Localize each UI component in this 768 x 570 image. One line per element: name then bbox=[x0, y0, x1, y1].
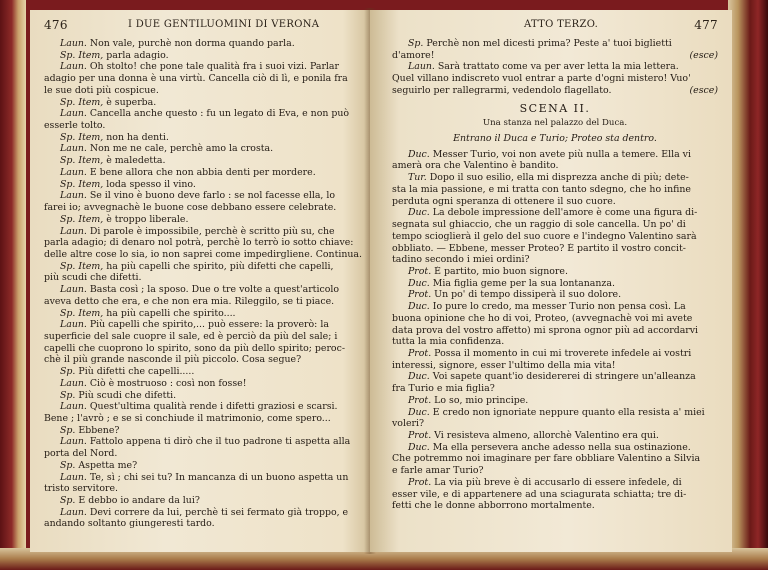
line-text: Se il vino è buono deve farlo : se nol facesse ella, lo bbox=[89, 190, 336, 202]
text-line bbox=[392, 61, 718, 73]
line-text: Dopo il suo esilio, ella mi disprezza anche di più; dete- bbox=[429, 172, 689, 184]
line-text: Ma ella persevera anche adesso nella sua ostinazione. bbox=[432, 441, 691, 453]
speaker-name: Prot. bbox=[408, 265, 432, 277]
speaker-name: Prot. bbox=[408, 289, 432, 301]
text-line bbox=[44, 143, 362, 155]
line-text: tadino secondo i miei ordini? bbox=[392, 254, 530, 266]
line-text: Mia figlia geme per la sua lontananza. bbox=[432, 277, 615, 289]
line-text: adagio per una donna è una virtù. Cancella ciò di lì, e ponila fra bbox=[44, 73, 348, 85]
line-text: è superba. bbox=[106, 96, 157, 108]
speaker-name: Duc. bbox=[408, 301, 430, 313]
text-line bbox=[392, 348, 718, 360]
text-line bbox=[44, 61, 362, 73]
line-text: Quel villano indiscreto vuol entrar a parte d'ogni mistero! Vuo' bbox=[392, 73, 691, 85]
line-text: delle altre cose lo sia, io non saprei come impedirgliene. Continua. bbox=[44, 248, 362, 260]
line-text: Cancella anche questo : fu un legato di Eva, e non può bbox=[89, 108, 350, 120]
text-line bbox=[44, 155, 362, 167]
text-line bbox=[392, 500, 718, 512]
line-text: Ebbene? bbox=[78, 424, 120, 436]
stage-exit: (esce) bbox=[689, 49, 718, 61]
line-text: più scudi che difetti. bbox=[44, 272, 142, 284]
line-text: Non me ne cale, perchè amo la crosta. bbox=[89, 143, 274, 155]
line-text: Oh stolto! che pone tale qualità fra i suoi vizi. Parlar bbox=[89, 61, 340, 73]
text-line bbox=[44, 390, 362, 402]
text-line bbox=[44, 38, 362, 50]
text-line bbox=[44, 331, 362, 343]
speaker-name: Prot. bbox=[408, 394, 432, 406]
speaker-name: Sp. Item, bbox=[60, 260, 104, 272]
line-text: La via più breve è di accusarlo di essere infedele, di bbox=[434, 476, 682, 488]
speaker-name: Duc. bbox=[408, 148, 430, 160]
text-line bbox=[392, 85, 718, 97]
text-line bbox=[392, 395, 718, 407]
line-text: Vi resisteva almeno, allorchè Valentino era qui. bbox=[434, 430, 659, 441]
line-text: le sue doti più cospicue. bbox=[44, 84, 159, 96]
speaker-name: Laun. bbox=[60, 377, 87, 389]
text-line bbox=[392, 149, 718, 161]
speaker-name: Laun. bbox=[60, 319, 87, 331]
speaker-name: Sp. Item, bbox=[60, 131, 104, 143]
text-line bbox=[44, 401, 362, 413]
line-text: data prova del vostro affetto) mi sprona ognor più ad accordarvi bbox=[392, 324, 699, 336]
text-line bbox=[392, 418, 718, 430]
speaker-name: Laun. bbox=[60, 401, 87, 413]
text-line bbox=[392, 383, 718, 395]
text-line bbox=[392, 489, 718, 501]
line-text: E debbo io andare da lui? bbox=[78, 495, 200, 507]
line-text: Devi correre da lui, perchè ti sei fermato già troppo, e bbox=[89, 506, 349, 518]
text-line bbox=[44, 73, 362, 85]
line-text: sta la mia passione, e mi tratta con tanto sdegno, che ho infine bbox=[392, 183, 691, 195]
speaker-name: Sp. Item, bbox=[60, 155, 104, 167]
text-line bbox=[392, 172, 718, 184]
text-line bbox=[392, 231, 718, 243]
text-line bbox=[392, 407, 718, 419]
left-page bbox=[30, 10, 370, 552]
line-text: loda spesso il vino. bbox=[106, 178, 196, 190]
line-text: seguirlo per rallegrarmi, vedendolo flagellato. bbox=[392, 84, 612, 96]
text-line bbox=[44, 97, 362, 109]
line-text: esserle tolto. bbox=[44, 120, 106, 132]
line-text: superficie del sale cuopre il sale, ed è perciò da più del sale; i bbox=[44, 330, 338, 342]
text-line bbox=[44, 495, 362, 507]
line-text: Non vale, purchè non dorma quando parla. bbox=[89, 38, 295, 49]
speaker-name: Sp. Item, bbox=[60, 213, 104, 225]
text-line bbox=[44, 413, 362, 425]
text-line bbox=[44, 343, 362, 355]
line-text: capelli che cuoprono lo spirito, sono da più dello spirito; peroc- bbox=[44, 342, 345, 354]
text-line bbox=[392, 453, 718, 465]
speaker-name: Duc. bbox=[408, 371, 430, 383]
line-text: farei io; avvegnachè le buone cose debbano essere celebrate. bbox=[44, 202, 337, 214]
text-line bbox=[44, 448, 362, 460]
line-text: E credo non ignoriate neppure quanto ella resista a' miei bbox=[432, 406, 705, 418]
text-line bbox=[44, 354, 362, 366]
line-text: Quest'ultima qualità rende i difetti graziosi e scarsi. bbox=[89, 401, 338, 413]
text-line bbox=[44, 472, 362, 484]
text-line bbox=[392, 196, 718, 208]
line-text: parla adagio. bbox=[106, 49, 169, 61]
text-line bbox=[392, 289, 718, 301]
text-line bbox=[44, 249, 362, 261]
line-text: È partito, mio buon signore. bbox=[434, 265, 568, 277]
speaker-name: Sp. Item, bbox=[60, 178, 104, 190]
text-line bbox=[44, 507, 362, 519]
text-line bbox=[392, 254, 718, 266]
text-line bbox=[44, 202, 362, 214]
speaker-name: Duc. bbox=[408, 277, 430, 289]
text-line bbox=[44, 120, 362, 132]
line-text: tutta la mia confidenza. bbox=[392, 336, 505, 348]
speaker-name: Duc. bbox=[408, 441, 430, 453]
line-text: ha più capelli che spirito, più difetti che capelli, bbox=[106, 260, 334, 272]
book-cover-right-edge bbox=[728, 0, 768, 570]
left-page-number: 476 bbox=[44, 18, 68, 32]
line-text: Io pure lo credo, ma messer Turio non pensa così. La bbox=[432, 301, 686, 313]
speaker-name: Duc. bbox=[408, 406, 430, 418]
text-line bbox=[392, 50, 718, 62]
line-text: non ha denti. bbox=[106, 131, 169, 143]
speaker-name: Sp. bbox=[60, 459, 76, 471]
text-line bbox=[392, 360, 718, 372]
text-line bbox=[392, 278, 718, 290]
line-text: porta del Nord. bbox=[44, 448, 118, 460]
text-line bbox=[392, 38, 718, 50]
scene-direction: Entrano il Duca e Turio; Proteo sta dentro. bbox=[453, 133, 657, 145]
book-cover-left-edge bbox=[0, 0, 26, 570]
text-line bbox=[44, 296, 362, 308]
text-line bbox=[44, 272, 362, 284]
text-line bbox=[44, 518, 362, 530]
scene-title: SCENA II. bbox=[519, 101, 591, 115]
text-line bbox=[44, 425, 362, 437]
line-text: Lo so, mio principe. bbox=[434, 394, 529, 406]
line-text: Ciò è mostruoso : così non fosse! bbox=[89, 377, 247, 389]
right-page-text bbox=[392, 38, 718, 512]
speaker-name: Laun. bbox=[60, 61, 87, 73]
line-text: La debole impressione dell'amore è come una figura di- bbox=[432, 207, 698, 219]
speaker-name: Laun. bbox=[60, 143, 87, 155]
line-text: Voi sapete quant'io desidererei di stringere un'alleanza bbox=[432, 371, 696, 383]
speaker-name: Laun. bbox=[60, 471, 87, 483]
speaker-name: Laun. bbox=[60, 108, 87, 120]
text-line bbox=[44, 319, 362, 331]
text-line bbox=[392, 465, 718, 477]
line-text: Te, sì ; chi sei tu? In mancanza di un buono aspetta un bbox=[89, 471, 349, 483]
scene-two-dialogue bbox=[392, 149, 718, 512]
text-line bbox=[392, 371, 718, 383]
speaker-name: Laun. bbox=[60, 38, 87, 49]
speaker-name: Tur. bbox=[408, 172, 427, 184]
text-line bbox=[392, 160, 718, 172]
speaker-name: Sp. Item, bbox=[60, 307, 104, 319]
text-line bbox=[392, 313, 718, 325]
line-text: Di parole è impossibile, perchè è scritto più su, che bbox=[89, 225, 335, 237]
line-text: obbliato. — Ebbene, messer Proteo? È partito il vostro concit- bbox=[392, 242, 686, 254]
line-text: parla adagio; di denaro nol potrà, perchè lo terrò io sotto chiave: bbox=[44, 237, 354, 249]
line-text: Bene ; l'avrò ; e se si conchiude il matrimonio, come spero... bbox=[44, 413, 331, 424]
text-line bbox=[392, 442, 718, 454]
line-text: tempo scioglierà il gelo del suo cuore e l'indegno Valentino sarà bbox=[392, 230, 697, 242]
scene-place: Una stanza nel palazzo del Duca. bbox=[482, 118, 628, 129]
text-line bbox=[44, 108, 362, 120]
speaker-name: Prot. bbox=[408, 430, 432, 441]
speaker-name: Prot. bbox=[408, 476, 432, 488]
text-line bbox=[44, 308, 362, 320]
line-text: fra Turio e mia figlia? bbox=[392, 383, 495, 395]
line-text: aveva detto che era, e che non era mia. Rileggilo, se ti piace. bbox=[44, 295, 335, 307]
line-text: Possa il momento in cui mi troverete infedele ai vostri bbox=[434, 347, 692, 359]
text-line bbox=[392, 301, 718, 313]
text-line bbox=[392, 325, 718, 337]
line-text: e farle amar Turio? bbox=[392, 465, 484, 477]
line-text: esser vile, e di appartenere ad una sciagurata schiatta; tre di- bbox=[392, 488, 687, 500]
line-text: Un po' di tempo dissiperà il suo dolore. bbox=[434, 289, 622, 301]
line-text: Messer Turio, voi non avete più nulla a temere. Ella vi bbox=[432, 148, 691, 160]
speaker-name: Sp. bbox=[408, 38, 424, 49]
speaker-name: Laun. bbox=[60, 284, 87, 296]
line-text: è troppo liberale. bbox=[106, 213, 189, 225]
line-text: buona opinione che ho di voi, Proteo, (avvegnachè voi mi avete bbox=[392, 312, 693, 324]
line-text: Sarà trattato come va per aver letta la mia lettera. bbox=[437, 61, 679, 73]
speaker-name: Sp. bbox=[60, 366, 76, 378]
left-running-head: I DUE GENTILUOMINI DI VERONA bbox=[128, 19, 320, 30]
text-line bbox=[392, 243, 718, 255]
text-line bbox=[44, 436, 362, 448]
line-text: Fattolo appena ti dirò che il tuo padrone ti aspetta alla bbox=[89, 436, 351, 448]
text-line bbox=[44, 132, 362, 144]
scene-one-ending bbox=[392, 38, 718, 97]
text-line bbox=[44, 366, 362, 378]
speaker-name: Laun. bbox=[60, 225, 87, 237]
text-line bbox=[44, 460, 362, 472]
right-page-number: 477 bbox=[694, 18, 718, 32]
text-line bbox=[44, 284, 362, 296]
stage-exit: (esce) bbox=[689, 84, 718, 96]
line-text: E bene allora che non abbia denti per mordere. bbox=[89, 166, 316, 178]
line-text: segnata sul ghiaccio, che un raggio di sole cancella. Un po' di bbox=[392, 219, 686, 231]
text-line bbox=[44, 214, 362, 226]
line-text: d'amore! bbox=[392, 49, 435, 61]
speaker-name: Laun. bbox=[408, 61, 435, 73]
line-text: Che potremmo noi imaginare per fare obbliare Valentino a Silvia bbox=[392, 453, 701, 465]
line-text: perduta ogni speranza di ottenere il suo cuore. bbox=[392, 195, 616, 207]
line-text: andando soltanto giungeresti tardo. bbox=[44, 518, 215, 530]
line-text: Aspetta me? bbox=[78, 459, 138, 471]
left-page-text bbox=[44, 38, 362, 530]
speaker-name: Prot. bbox=[408, 347, 432, 359]
text-line bbox=[392, 336, 718, 348]
speaker-name: Laun. bbox=[60, 506, 87, 518]
text-line bbox=[44, 237, 362, 249]
line-text: tristo servitore. bbox=[44, 483, 119, 495]
text-line bbox=[392, 477, 718, 489]
line-text: amerà ora che Valentino è bandito. bbox=[392, 160, 559, 172]
speaker-name: Sp. bbox=[60, 389, 76, 401]
right-page bbox=[370, 10, 732, 552]
text-line bbox=[392, 73, 718, 85]
text-line bbox=[44, 190, 362, 202]
line-text: Basta così ; la sposo. Due o tre volte a quest'articolo bbox=[89, 284, 339, 296]
text-line bbox=[44, 179, 362, 191]
line-text: voleri? bbox=[392, 418, 424, 430]
line-text: Più capelli che spirito,... può essere: la proverò: la bbox=[89, 319, 329, 331]
speaker-name: Sp. bbox=[60, 495, 76, 507]
text-line bbox=[44, 261, 362, 273]
text-line bbox=[44, 85, 362, 97]
line-text: interessi, signore, esser l'ultimo della mia vita! bbox=[392, 359, 616, 371]
line-text: è maledetta. bbox=[106, 155, 166, 167]
right-running-head: ATTO TERZO. bbox=[524, 19, 599, 30]
speaker-name: Sp. bbox=[60, 424, 76, 436]
text-line bbox=[44, 167, 362, 179]
line-text: chè il più grande nasconde il più piccolo. Cosa segue? bbox=[44, 354, 302, 366]
speaker-name: Sp. Item, bbox=[60, 49, 104, 61]
line-text: Più difetti che capelli..... bbox=[78, 366, 195, 378]
text-line bbox=[44, 483, 362, 495]
text-line bbox=[392, 184, 718, 196]
speaker-name: Laun. bbox=[60, 436, 87, 448]
text-line bbox=[392, 266, 718, 278]
line-text: ha più capelli che spirito.... bbox=[106, 307, 236, 319]
line-text: fetti che le donne abborrono mortalmente. bbox=[392, 500, 595, 512]
text-line bbox=[44, 50, 362, 62]
text-line bbox=[392, 207, 718, 219]
line-text: Più scudi che difetti. bbox=[78, 389, 177, 401]
speaker-name: Laun. bbox=[60, 166, 87, 178]
speaker-name: Sp. Item, bbox=[60, 96, 104, 108]
text-line bbox=[392, 219, 718, 231]
text-line bbox=[44, 378, 362, 390]
text-line bbox=[392, 430, 718, 442]
line-text: Perchè non mel dicesti prima? Peste a' tuoi biglietti bbox=[426, 38, 672, 49]
left-page-header bbox=[44, 18, 362, 32]
speaker-name: Duc. bbox=[408, 207, 430, 219]
text-line bbox=[44, 226, 362, 238]
speaker-name: Laun. bbox=[60, 190, 87, 202]
